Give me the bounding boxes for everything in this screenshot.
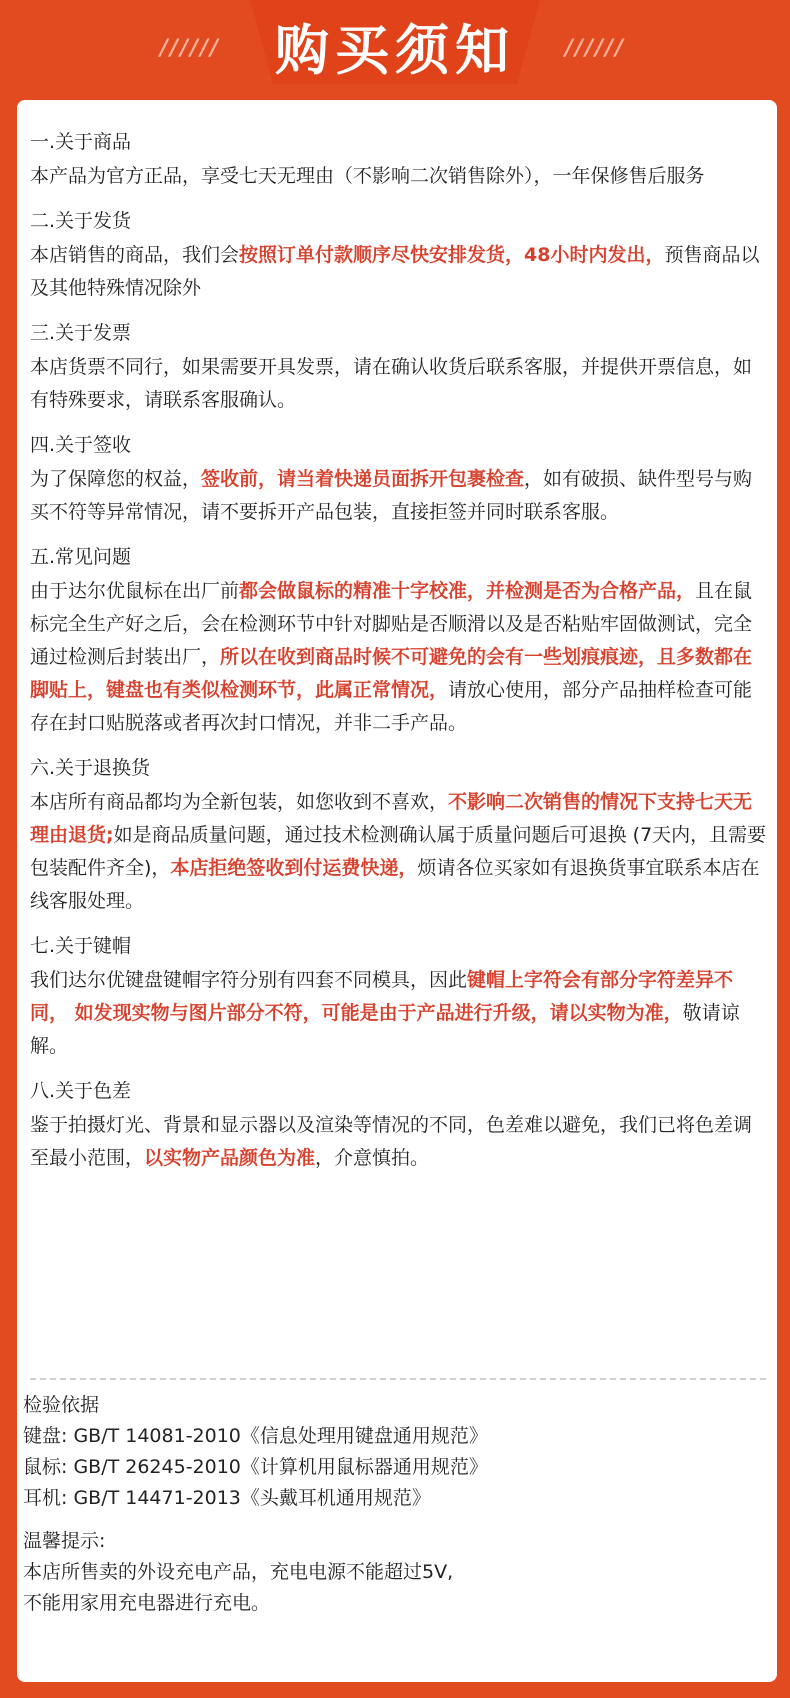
footer-info — [23, 1390, 773, 1619]
section-body — [30, 351, 770, 417]
body-text: 敬请谅解。 — [30, 1002, 740, 1057]
notice-card — [17, 100, 777, 1682]
section-body — [30, 964, 770, 1063]
highlight-text: 按照订单付款顺序尽快安排发货，48小时内发出， — [239, 244, 665, 266]
section-title: 八.关于色差 — [30, 1080, 132, 1102]
highlight-text: 所以在收到商品时候不可避免的会有一些划痕痕迹，且多数都在脚贴上，键盘也有类似检测环节，此属正常情况， — [30, 646, 753, 701]
body-text: 本产品为官方正品，享受七天无理由（不影响二次销售除外），一年保修售后服务 — [30, 165, 705, 187]
section-body — [30, 786, 770, 918]
body-text: 烦请各位买家如有退换货事宜联系本店在线客服处理。 — [30, 857, 760, 912]
section-title: 二.关于发货 — [30, 210, 132, 232]
standard-headphone: 耳机: GB/T 14471-2013《头戴耳机通用规范》 — [23, 1487, 431, 1509]
section-title: 一.关于商品 — [30, 131, 132, 153]
section-title: 三.关于发票 — [30, 322, 132, 344]
body-text: 我们达尔优键盘键帽字符分别有四套不同模具，因此 — [30, 969, 468, 991]
page-title: 购买须知 — [275, 19, 515, 82]
highlight-text: 本店拒绝签收到付运费快递， — [170, 857, 418, 879]
left-decoration: ////// — [160, 36, 221, 61]
standard-keyboard: 键盘: GB/T 14081-2010《信息处理用键盘通用规范》 — [23, 1425, 488, 1447]
right-decoration: ////// — [565, 36, 626, 61]
body-text: 请放心使用，部分产品抽样检查可能存在封口贴脱落或者再次封口情况，并非二手产品。 — [30, 679, 753, 734]
body-text: 由于达尔优鼠标在出厂前 — [30, 580, 240, 602]
body-text: 如是商品质量问题，通过技术检测确认属于质量问题后可退换 (7天内，且需要包装配件齐全)， — [30, 824, 767, 879]
section-title: 七.关于键帽 — [30, 935, 132, 957]
body-text: 本店货票不同行，如果需要开具发票，请在确认收货后联系客服，并提供开票信息，如有特殊要求，请联系客服确认。 — [30, 356, 753, 411]
section-2 — [30, 207, 770, 305]
section-body — [30, 239, 770, 305]
highlight-text: 以实物产品颜色为准 — [144, 1147, 316, 1169]
section-3 — [30, 319, 770, 417]
body-text: 本店所有商品都均为全新包装，如您收到不喜欢， — [30, 791, 449, 813]
section-body — [30, 160, 770, 193]
tips-title: 温馨提示: — [23, 1530, 106, 1552]
section-4 — [30, 431, 770, 529]
body-text: ，如有破损、缺件型号与购买不符等异常情况，请不要拆开产品包装，直接拒签并同时联系客服。 — [30, 468, 753, 523]
highlight-text: 不影响二次销售的情况下支持七天无理由退货; — [30, 791, 753, 846]
tip-line-1: 本店所售卖的外设充电产品，充电电源不能超过5V, — [23, 1561, 454, 1583]
section-6 — [30, 754, 770, 918]
body-text: 且在鼠标完全生产好之后，会在检测环节中针对脚贴是否顺滑以及是否粘贴牢固做测试，完全通过检测后封装出厂， — [30, 580, 753, 668]
section-1 — [30, 128, 770, 193]
section-title: 六.关于退换货 — [30, 757, 151, 779]
highlight-text: 键帽上字符会有部分字符差异不同， 如发现实物与图片部分不符，可能是由于产品进行升级，请以实物为准， — [30, 969, 734, 1024]
body-text: 预售商品以及其他特殊情况除外 — [30, 244, 760, 299]
section-7 — [30, 932, 770, 1063]
highlight-text: 签收前，请当着快递员面拆开包裹检查 — [201, 468, 525, 490]
standards-title: 检验依据 — [23, 1394, 100, 1416]
body-text: ，介意慎拍。 — [315, 1147, 430, 1169]
body-text: 鉴于拍摄灯光、背景和显示器以及渲染等情况的不同，色差难以避免，我们已将色差调至最小范围， — [30, 1114, 753, 1169]
header-banner — [0, 0, 790, 100]
tip-line-2: 不能用家用充电器进行充电。 — [23, 1592, 271, 1614]
section-body — [30, 575, 770, 740]
highlight-text: 都会做鼠标的精准十字校准，并检测是否为合格产品， — [239, 580, 696, 602]
standard-mouse: 鼠标: GB/T 26245-2010《计算机用鼠标器通用规范》 — [23, 1456, 488, 1478]
section-8 — [30, 1077, 770, 1175]
notice-sections — [30, 128, 770, 1189]
section-body — [30, 1109, 770, 1175]
section-title: 四.关于签收 — [30, 434, 132, 456]
section-body — [30, 463, 770, 529]
body-text: 本店销售的商品，我们会 — [30, 244, 240, 266]
section-5 — [30, 543, 770, 740]
section-title: 五.常见问题 — [30, 546, 132, 568]
body-text: 为了保障您的权益， — [30, 468, 202, 490]
dashed-divider — [30, 1378, 766, 1380]
